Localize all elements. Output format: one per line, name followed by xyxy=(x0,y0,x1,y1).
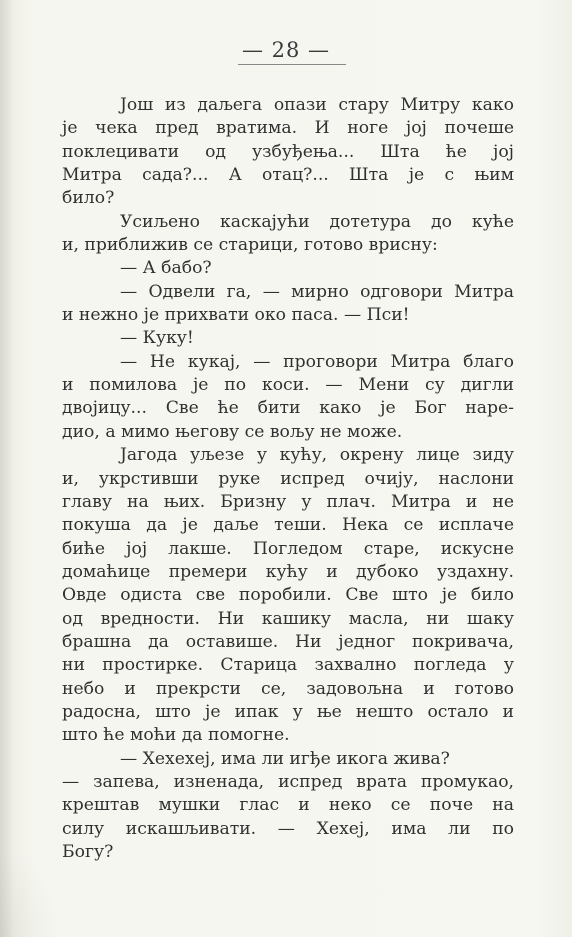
text-line: брашна да оставише. Ни једног покривача, xyxy=(62,631,514,652)
text-line: Митра сада?... А отац?... Шта је с њим xyxy=(62,165,514,186)
text-line: и помилова је по коси. — Мени су дигли xyxy=(62,375,514,396)
text-line: домаћице премери кућу и дубоко уздахну. xyxy=(62,561,514,582)
text-line: ни простирке. Старица захвално погледа у xyxy=(62,655,514,676)
text-line: дио, а мимо његову се вољу не може. xyxy=(62,421,403,442)
text-line: — Куку! xyxy=(120,328,194,349)
body-text xyxy=(62,94,514,864)
page-number: — 28 — xyxy=(241,38,331,62)
text-line: и, приближив се старици, готово врисну: xyxy=(62,235,438,256)
text-line: је чека пред вратима. И ноге јој почеше xyxy=(62,118,514,139)
text-line: главу на њих. Бризну у плач. Митра и не xyxy=(62,491,514,512)
header-rule xyxy=(238,64,346,65)
text-line: двојицу... Све ће бити како је Бог наре- xyxy=(62,398,514,419)
text-line: и нежно је прихвати око паса. — Пси! xyxy=(62,305,410,326)
text-line: крештав мушки глас и неко се поче на xyxy=(62,795,514,816)
page-fold-shadow xyxy=(0,0,14,937)
text-line: Јагода уљезе у кућу, окрену лице зиду xyxy=(120,445,514,466)
text-line: било? xyxy=(62,188,115,209)
text-line: Овде одиста све поробили. Све што је било xyxy=(62,585,514,606)
text-line: и, укрстивши руке испред очију, наслони xyxy=(62,468,514,489)
text-line: од вредности. Ни кашику масла, ни шаку xyxy=(62,608,514,629)
text-line: — Не кукај, — проговори Митра благо xyxy=(120,351,514,372)
text-line: силу искашљивати. — Хехеј, има ли по xyxy=(62,818,514,839)
text-line: биће јој лакше. Погледом старе, искусне xyxy=(62,538,514,559)
paper-stain xyxy=(0,847,60,937)
text-line: што ће моћи да помогне. xyxy=(62,725,290,746)
text-line: Усиљено каскајући дотетура до куће xyxy=(120,211,514,232)
text-line: поклецивати од узбуђења... Шта ће јој xyxy=(62,141,514,162)
text-line: — Одвели га, — мирно одговори Митра xyxy=(120,281,514,302)
text-line: — запева, изненада, испред врата промукао, xyxy=(62,771,514,792)
text-line: покуша да је даље теши. Нека се исплаче xyxy=(62,515,514,536)
text-line: радосна, што је ипак у ње нешто остало и xyxy=(62,701,514,722)
text-line: Још из даљега опази стару Митру како xyxy=(120,95,514,115)
text-line: Богу? xyxy=(62,842,114,862)
text-line: — А бабо? xyxy=(120,258,212,279)
text-line: — Хехехеј, има ли игђе икога жива? xyxy=(120,748,450,769)
text-line: небо и прекрсти се, задовољна и готово xyxy=(62,678,514,699)
